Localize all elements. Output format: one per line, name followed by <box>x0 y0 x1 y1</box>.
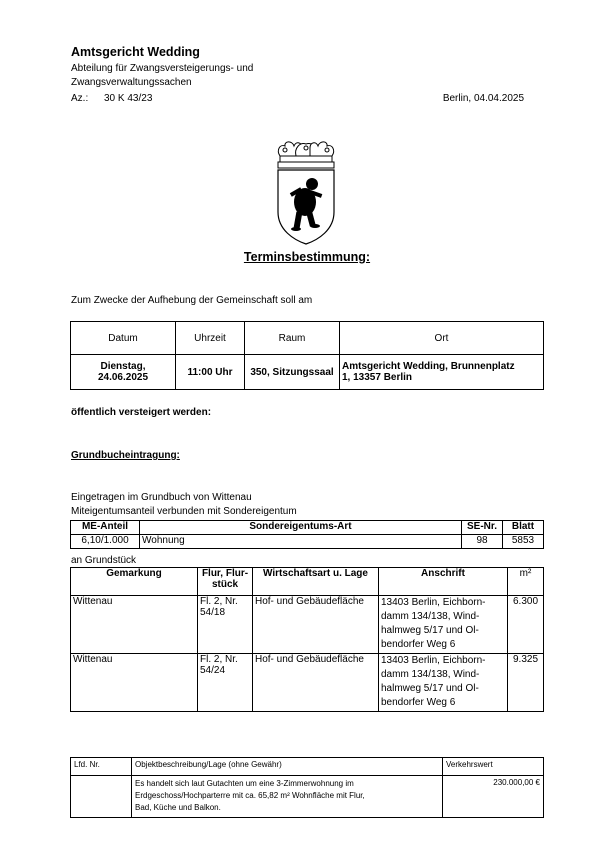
plot-use: Hof- und Gebäudefläche <box>253 654 379 712</box>
plot-district: Wittenau <box>71 596 198 654</box>
court-name: Amtsgericht Wedding <box>71 45 200 59</box>
table-row <box>71 596 544 654</box>
table-row <box>71 654 544 712</box>
plot-address-line-3: halmweg 5/17 und Ol- <box>381 625 479 636</box>
header-address: Anschrift <box>379 568 508 596</box>
header-place: Ort <box>340 322 544 355</box>
unit-share: 6,10/1.000 <box>71 535 140 549</box>
appointment-room: 350, Sitzungssaal <box>245 355 340 390</box>
appointment-day: 24.06.2025 <box>97 372 149 383</box>
header-parcel-line-2: stück <box>211 579 239 590</box>
appointment-date <box>71 355 176 390</box>
plot-address <box>379 596 508 654</box>
object-table <box>70 757 544 818</box>
auction-note: öffentlich versteigert werden: <box>71 407 212 418</box>
plot-address-line-2: damm 134/138, Wind- <box>381 669 480 680</box>
appointment-table <box>70 321 544 390</box>
plot-area: 6.300 <box>508 596 544 654</box>
intro-text: Zum Zwecke der Aufhebung der Gemeinschaft soll am <box>71 295 313 306</box>
plot-parcel-line-2: 54/18 <box>200 607 226 618</box>
plot-address-line-2: damm 134/138, Wind- <box>381 611 480 622</box>
document-title: Terminsbestimmung: <box>243 250 371 264</box>
appointment-weekday: Dienstag, <box>100 361 146 372</box>
object-description <box>132 776 443 818</box>
plot-label: an Grundstück <box>71 555 137 566</box>
unit-sheet: 5853 <box>503 535 544 549</box>
header-date: Datum <box>71 322 176 355</box>
unit-number: 98 <box>462 535 503 549</box>
header-unit-type: Sondereigentums-Art <box>140 521 462 535</box>
unit-type: Wohnung <box>140 535 462 549</box>
header-district: Gemarkung <box>71 568 198 596</box>
coat-of-arms-icon <box>272 140 340 246</box>
header-parcel-line-1: Flur, Flur- <box>201 568 249 579</box>
plot-parcel-line-1: Fl. 2, Nr. <box>200 654 238 665</box>
object-description-line-1: Es handelt sich laut Gutachten um eine 3-Zimmerwohnung im <box>135 779 354 788</box>
plot-parcel <box>198 654 253 712</box>
plot-address-line-4: bendorfer Weg 6 <box>381 697 456 708</box>
table-row <box>71 776 544 818</box>
plot-parcel-line-1: Fl. 2, Nr. <box>200 596 238 607</box>
appointment-time: 11:00 Uhr <box>176 355 245 390</box>
header-share: ME-Anteil <box>71 521 140 535</box>
land-register-heading: Grundbucheintragung: <box>71 450 180 461</box>
header-index: Lfd. Nr. <box>71 758 132 776</box>
plot-address-line-4: bendorfer Weg 6 <box>381 639 456 650</box>
plot-address <box>379 654 508 712</box>
header-unit-number: SE-Nr. <box>462 521 503 535</box>
co-ownership: Miteigentumsanteil verbunden mit Sondereigentum <box>71 506 297 517</box>
header-market-value: Verkehrswert <box>443 758 544 776</box>
file-number: 30 K 43/23 <box>104 93 153 104</box>
object-market-value: 230.000,00 € <box>443 776 544 818</box>
plot-area: 9.325 <box>508 654 544 712</box>
header-time: Uhrzeit <box>176 322 245 355</box>
place-date: Berlin, 04.04.2025 <box>442 93 524 104</box>
plot-parcel-line-2: 54/24 <box>200 665 226 676</box>
plot-address-line-3: halmweg 5/17 und Ol- <box>381 683 479 694</box>
plot-table <box>70 567 544 712</box>
plot-address-line-1: 13403 Berlin, Eichborn- <box>381 597 486 608</box>
header-parcel <box>198 568 253 596</box>
object-description-line-2: Erdgeschoss/Hochparterre mit ca. 65,82 m² Wohnfläche mit Flur, <box>135 791 365 800</box>
header-area: m² <box>508 568 544 596</box>
object-description-line-3: Bad, Küche und Balkon. <box>135 803 221 812</box>
unit-table <box>70 520 544 549</box>
appointment-place <box>340 355 544 390</box>
header-sheet: Blatt <box>503 521 544 535</box>
plot-district: Wittenau <box>71 654 198 712</box>
department-line-2: Zwangsverwaltungssachen <box>71 77 192 88</box>
plot-use: Hof- und Gebäudefläche <box>253 596 379 654</box>
registered-in: Eingetragen im Grundbuch von Wittenau <box>71 492 252 503</box>
header-room: Raum <box>245 322 340 355</box>
header-description: Objektbeschreibung/Lage (ohne Gewähr) <box>132 758 443 776</box>
object-index <box>71 776 132 818</box>
department-line-1: Abteilung für Zwangsversteigerungs- und <box>71 63 254 74</box>
appointment-place-line-2: 1, 13357 Berlin <box>342 372 413 383</box>
appointment-place-line-1: Amtsgericht Wedding, Brunnenplatz <box>342 361 515 372</box>
plot-address-line-1: 13403 Berlin, Eichborn- <box>381 655 486 666</box>
plot-parcel <box>198 596 253 654</box>
header-use: Wirtschaftsart u. Lage <box>253 568 379 596</box>
file-number-label: Az.: <box>71 93 89 104</box>
